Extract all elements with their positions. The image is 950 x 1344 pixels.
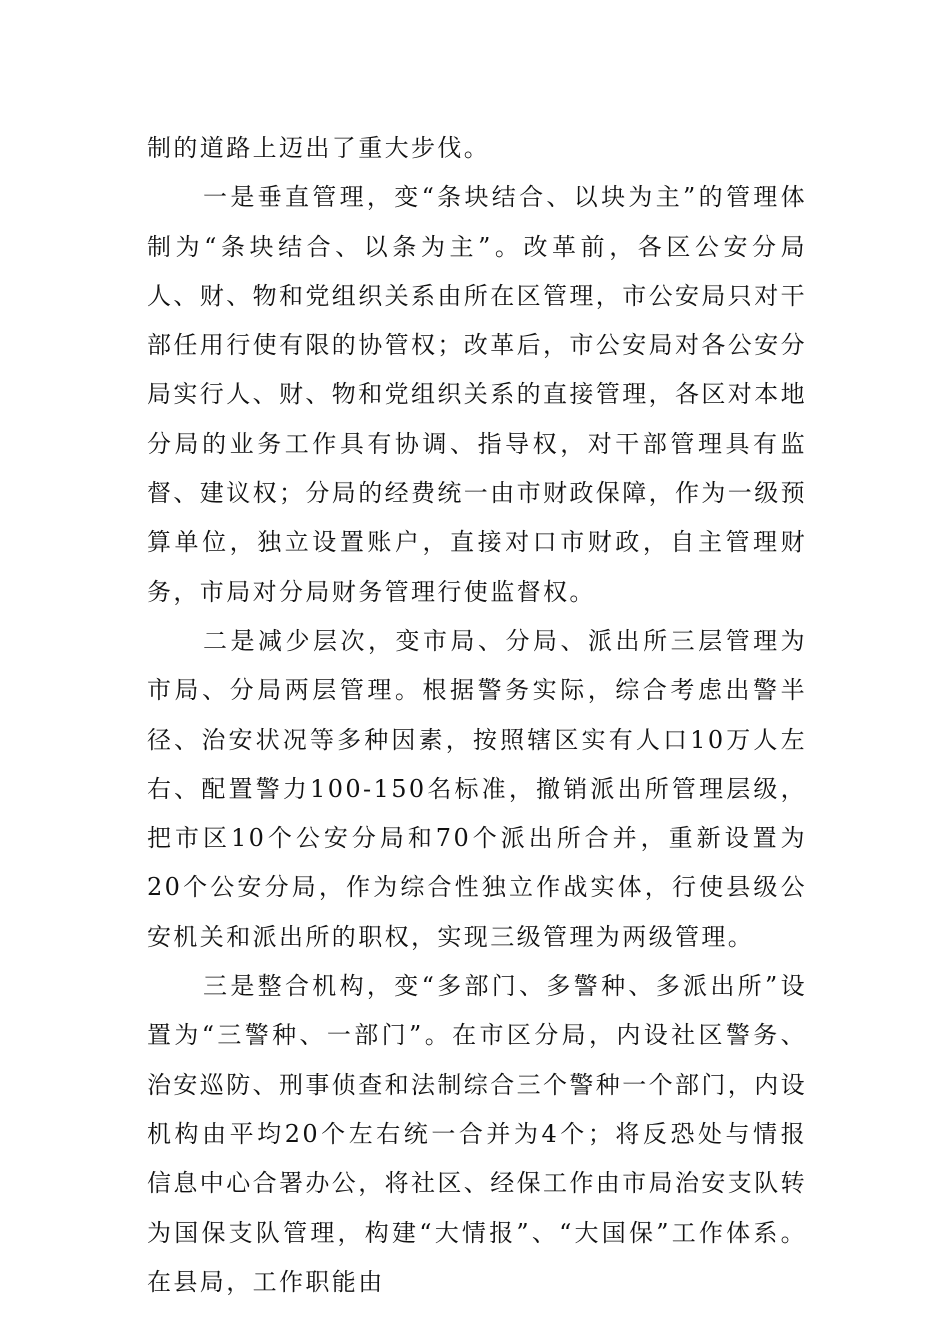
paragraph-reduce-levels: 二是减少层次，变市局、分局、派出所三层管理为市局、分局两层管理。根据警务实际，综合考虑出警半径、治安状况等多种因素，按照辖区实有人口10万人左右、配置警力100-150名标准，撤销派出所管理层级，把市区10个公安分局和70个派出所合并，重新设置为20个公安分局，作为综合性独立作战实体，行使县级公安机关和派出所的职权，实现三级管理为两级管理。 [147,626,807,951]
document-body [147,124,807,1307]
paragraph-vertical-management: 一是垂直管理，变“条块结合、以块为主”的管理体制为“条块结合、以条为主”。改革前，各区公安分局人、财、物和党组织关系由所在区管理，市公安局只对干部任用行使有限的协管权；改革后，市公安局对各公安分局实行人、财、物和党组织关系的直接管理，各区对本地分局的业务工作具有协调、指导权，对干部管理具有监督、建议权；分局的经费统一由市财政保障，作为一级预算单位，独立设置账户，直接对口市财政，自主管理财务，市局对分局财务管理行使监督权。 [147,183,807,606]
paragraph-integrate-institutions: 三是整合机构，变“多部门、多警种、多派出所”设置为“三警种、一部门”。在市区分局，内设社区警务、治安巡防、刑事侦查和法制综合三个警种一个部门，内设机构由平均20个左右统一合并为4个；将反恐处与情报信息中心合署办公，将社区、经保工作由市局治安支队转为国保支队管理，构建“大情报”、“大国保”工作体系。在县局，工作职能由 [147,972,807,1296]
paragraph-continuation: 制的道路上迈出了重大步伐。 [147,134,491,162]
